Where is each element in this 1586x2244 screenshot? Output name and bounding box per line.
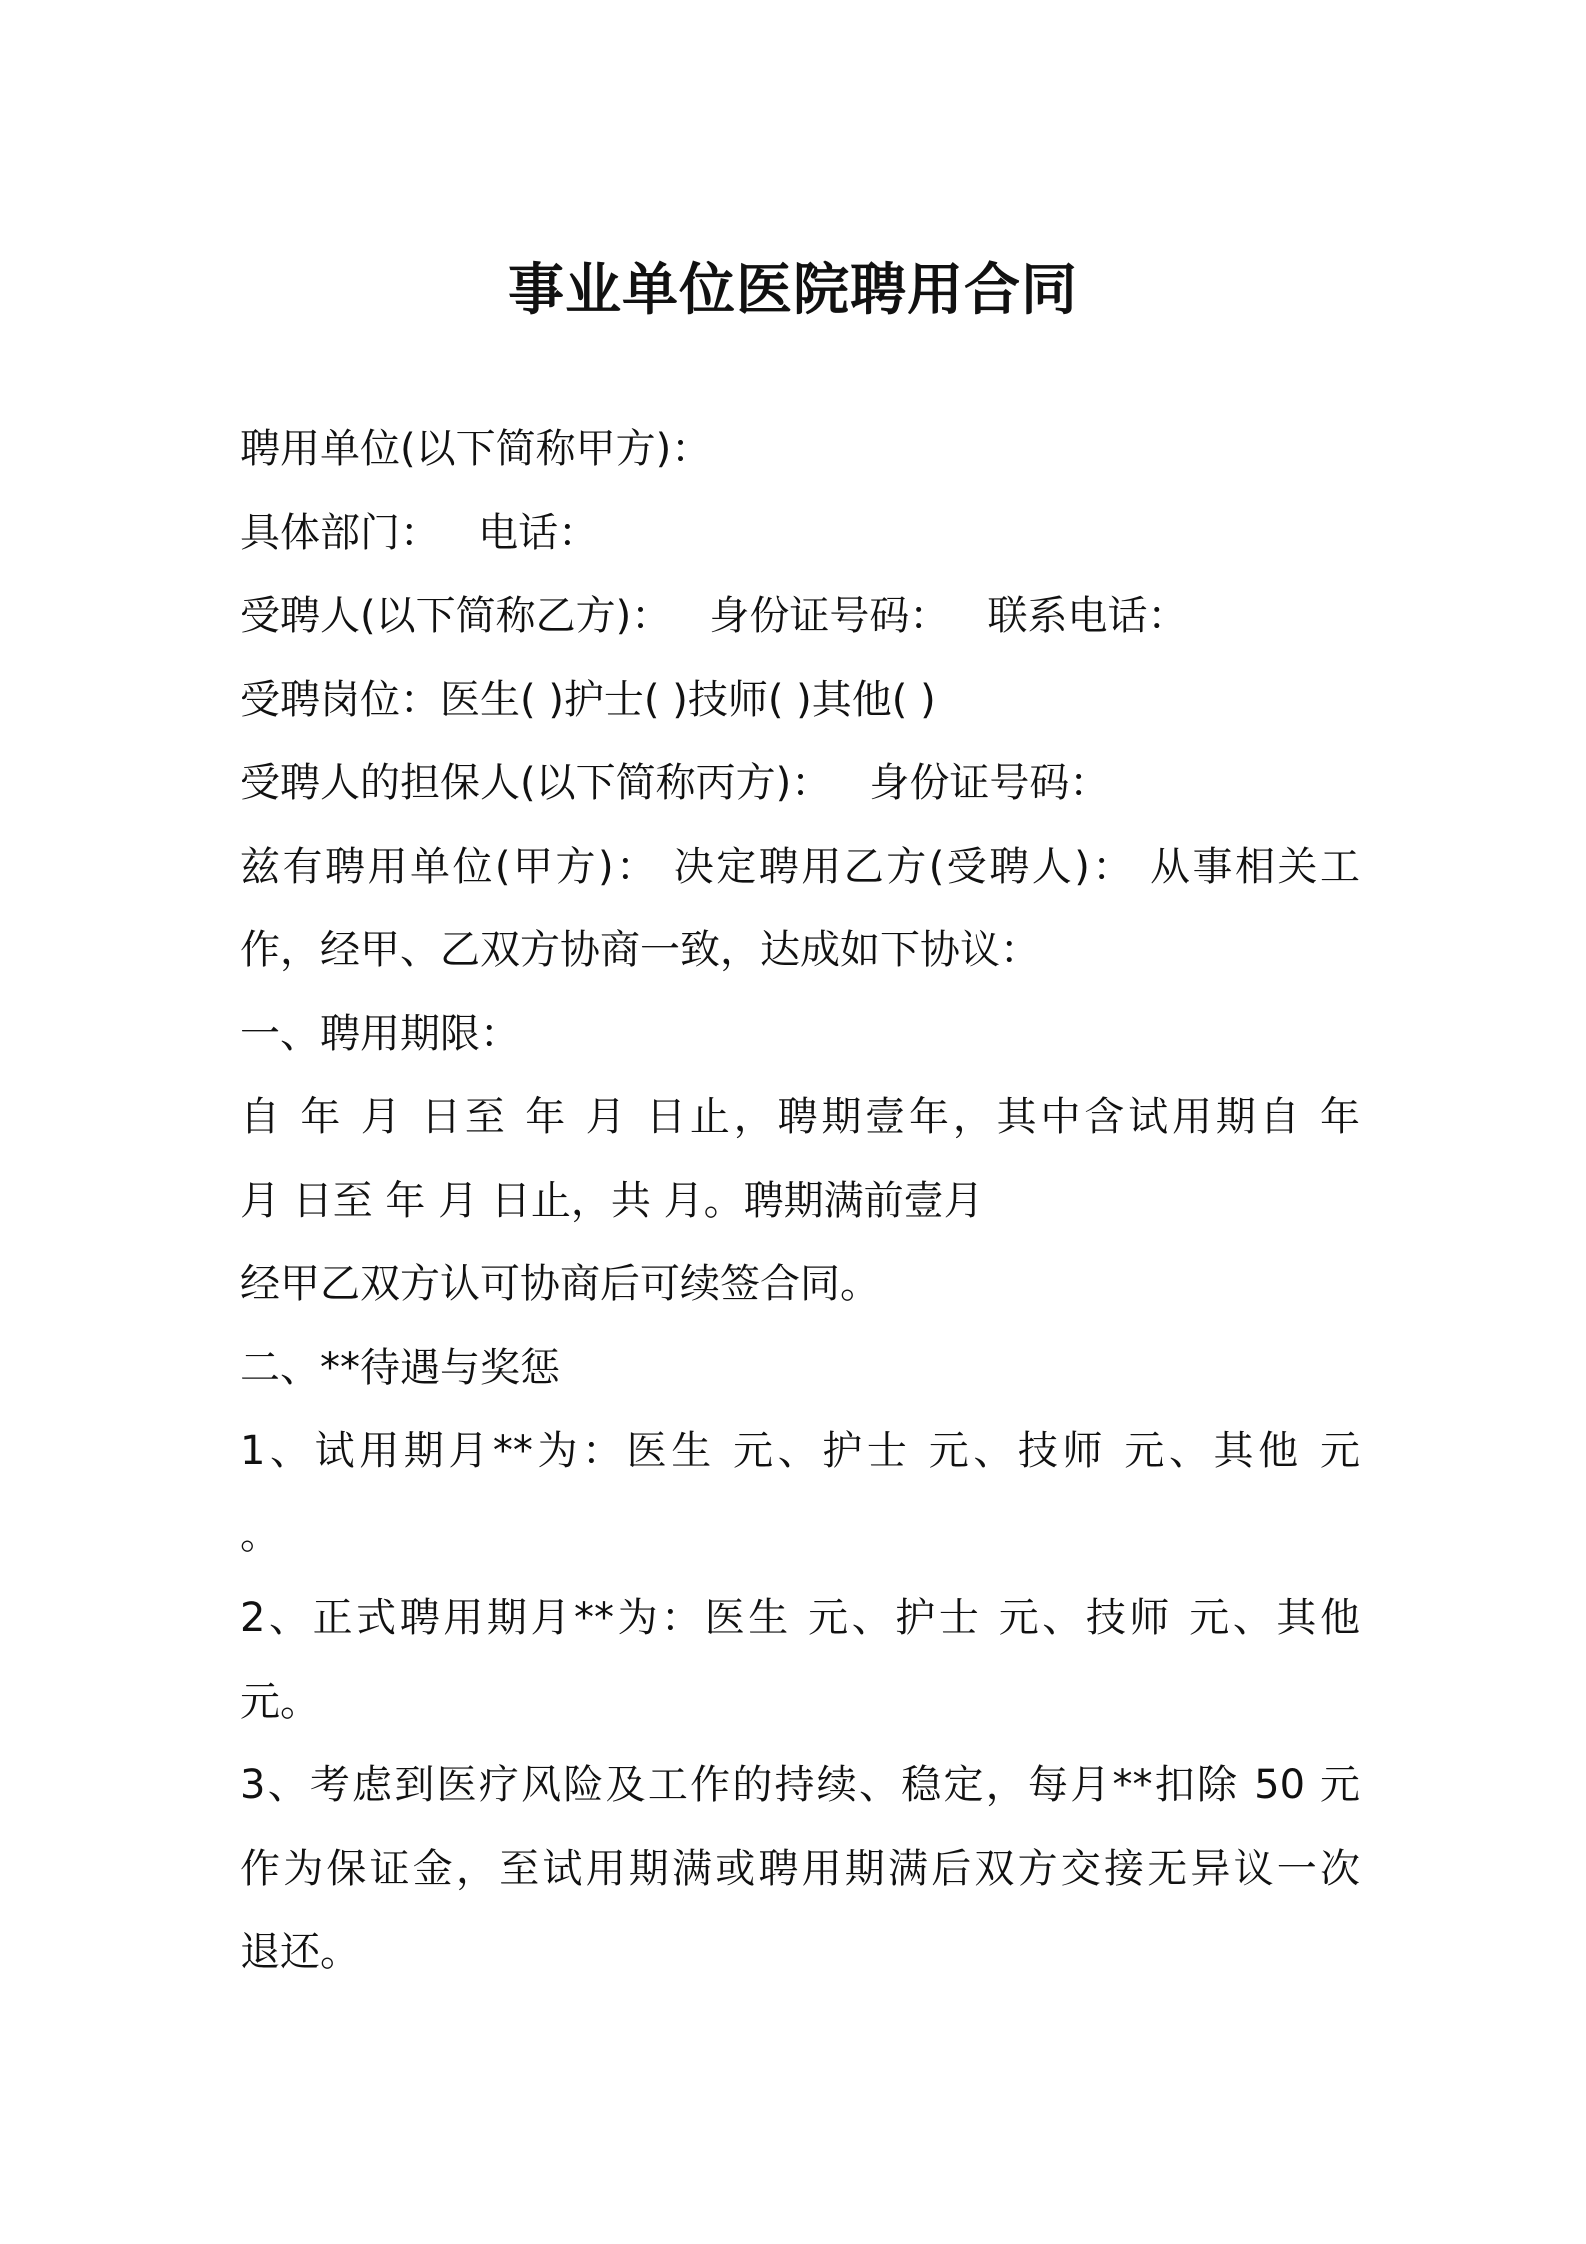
term-line-1: 自 年 月 日至 年 月 日止，聘期壹年，其中含试用期自 年 [240,1094,1360,1140]
agreement-intro-line-1: 兹有聘用单位(甲方)： 决定聘用乙方(受聘人)： 从事相关工 [240,843,1360,890]
section-1-heading: 一、聘用期限： [240,1010,520,1057]
document-title: 事业单位医院聘用合同 [508,258,1078,323]
clause-1-line-2: 。 [240,1511,280,1558]
clause-3-line-2: 作为保证金，至试用期满或聘用期满后双方交接无异议一次 [240,1845,1360,1892]
section-2-heading: 二、**待遇与奖惩 [240,1344,560,1391]
agreement-intro-line-2: 作，经甲、乙双方协商一致，达成如下协议： [240,927,1040,973]
term-line-2: 月 日至 年 月 日止，共 月。聘期满前壹月 [240,1177,984,1224]
clause-3-line-1: 3、考虑到医疗风险及工作的持续、稳定，每月**扣除 50 元 [240,1762,1360,1808]
employer-line: 聘用单位(以下简称甲方)： [240,426,712,472]
term-line-3: 经甲乙双方认可协商后可续签合同。 [240,1261,880,1307]
department-phone-line: 具体部门： 电话： [240,509,599,556]
guarantor-line: 受聘人的担保人(以下简称丙方)： 身份证号码： [240,760,1110,806]
document-body [240,408,1360,1995]
clause-3-line-3: 退还。 [240,1929,360,1975]
clause-1-line-1: 1、试用期月**为：医生 元、护士 元、技师 元、其他 元 [240,1428,1360,1474]
position-line: 受聘岗位：医生( )护士( )技师( )其他( ) [240,676,936,723]
employee-line: 受聘人(以下简称乙方)： 身份证号码： 联系电话： [240,593,1188,639]
clause-2-line-2: 元。 [240,1678,320,1725]
clause-2-line-1: 2、正式聘用期月**为：医生 元、护士 元、技师 元、其他 [240,1595,1360,1641]
